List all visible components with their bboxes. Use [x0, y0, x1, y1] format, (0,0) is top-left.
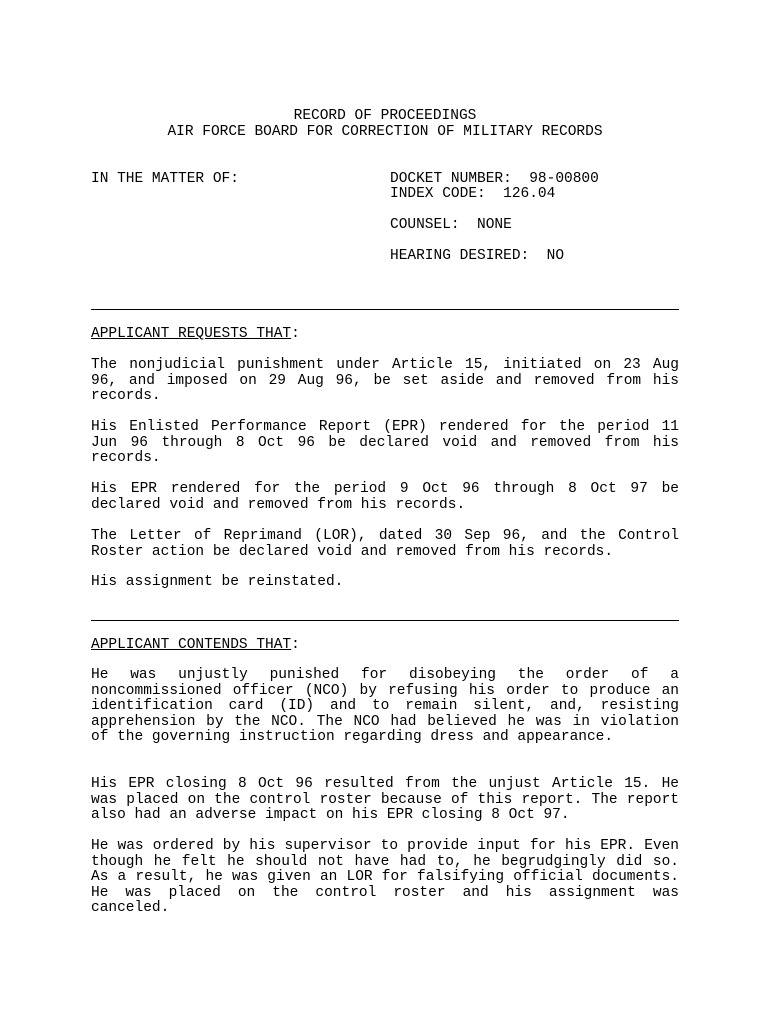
requests-heading-colon: : [291, 326, 300, 342]
docket-number: DOCKET NUMBER: 98-00800 [390, 171, 599, 187]
requests-heading [91, 327, 300, 343]
board-name: AIR FORCE BOARD FOR CORRECTION OF MILITARY RECORDS [167, 124, 603, 140]
document-title: RECORD OF PROCEEDINGS [293, 108, 477, 124]
requests-paragraph: The nonjudicial punishment under Article 15, initiated on 23 Aug 96, and imposed on 29 Aug 96, be set aside and removed from his records. [91, 357, 679, 404]
contends-heading-text: APPLICANT CONTENDS THAT [91, 637, 292, 653]
requests-paragraph: The Letter of Reprimand (LOR), dated 30 Sep 96, and the Control Roster action be declared void and removed from his records. [91, 528, 679, 560]
contends-paragraph: He was ordered by his supervisor to provide input for his EPR. Even though he felt he should not have had to, he begrudgingly did so. As a result, he was given an LOR for falsifying official documents. He was placed on the control roster and his assignment was canceled. [91, 838, 679, 916]
contends-heading-colon: : [291, 637, 300, 653]
matter-label: IN THE MATTER OF: [91, 171, 239, 187]
requests-paragraph: His EPR rendered for the period 9 Oct 96 through 8 Oct 97 be declared void and removed from his records. [91, 481, 679, 513]
divider [91, 620, 679, 621]
requests-paragraph: His Enlisted Performance Report (EPR) rendered for the period 11 Jun 96 through 8 Oct 96 be declared void and removed from his records. [91, 419, 679, 466]
requests-paragraph: His assignment be reinstated. [91, 574, 344, 590]
contends-paragraph: His EPR closing 8 Oct 96 resulted from the unjust Article 15. He was placed on the control roster because of this report. The report also had an adverse impact on his EPR closing 8 Oct 97. [91, 776, 679, 823]
hearing-desired: HEARING DESIRED: NO [390, 248, 565, 264]
requests-heading-text: APPLICANT REQUESTS THAT [91, 326, 292, 342]
contends-paragraph: He was unjustly punished for disobeying the order of a noncommissioned officer (NCO) by refusing his order to produce an identification card (ID) and to remain silent, and, resisting apprehension by the NCO. The NCO had believed he was in violation of the governing instruction regarding dress and appearance. [91, 667, 679, 745]
divider [91, 309, 679, 310]
contends-heading [91, 638, 300, 654]
counsel: COUNSEL: NONE [390, 217, 512, 233]
index-code: INDEX CODE: 126.04 [390, 186, 556, 202]
